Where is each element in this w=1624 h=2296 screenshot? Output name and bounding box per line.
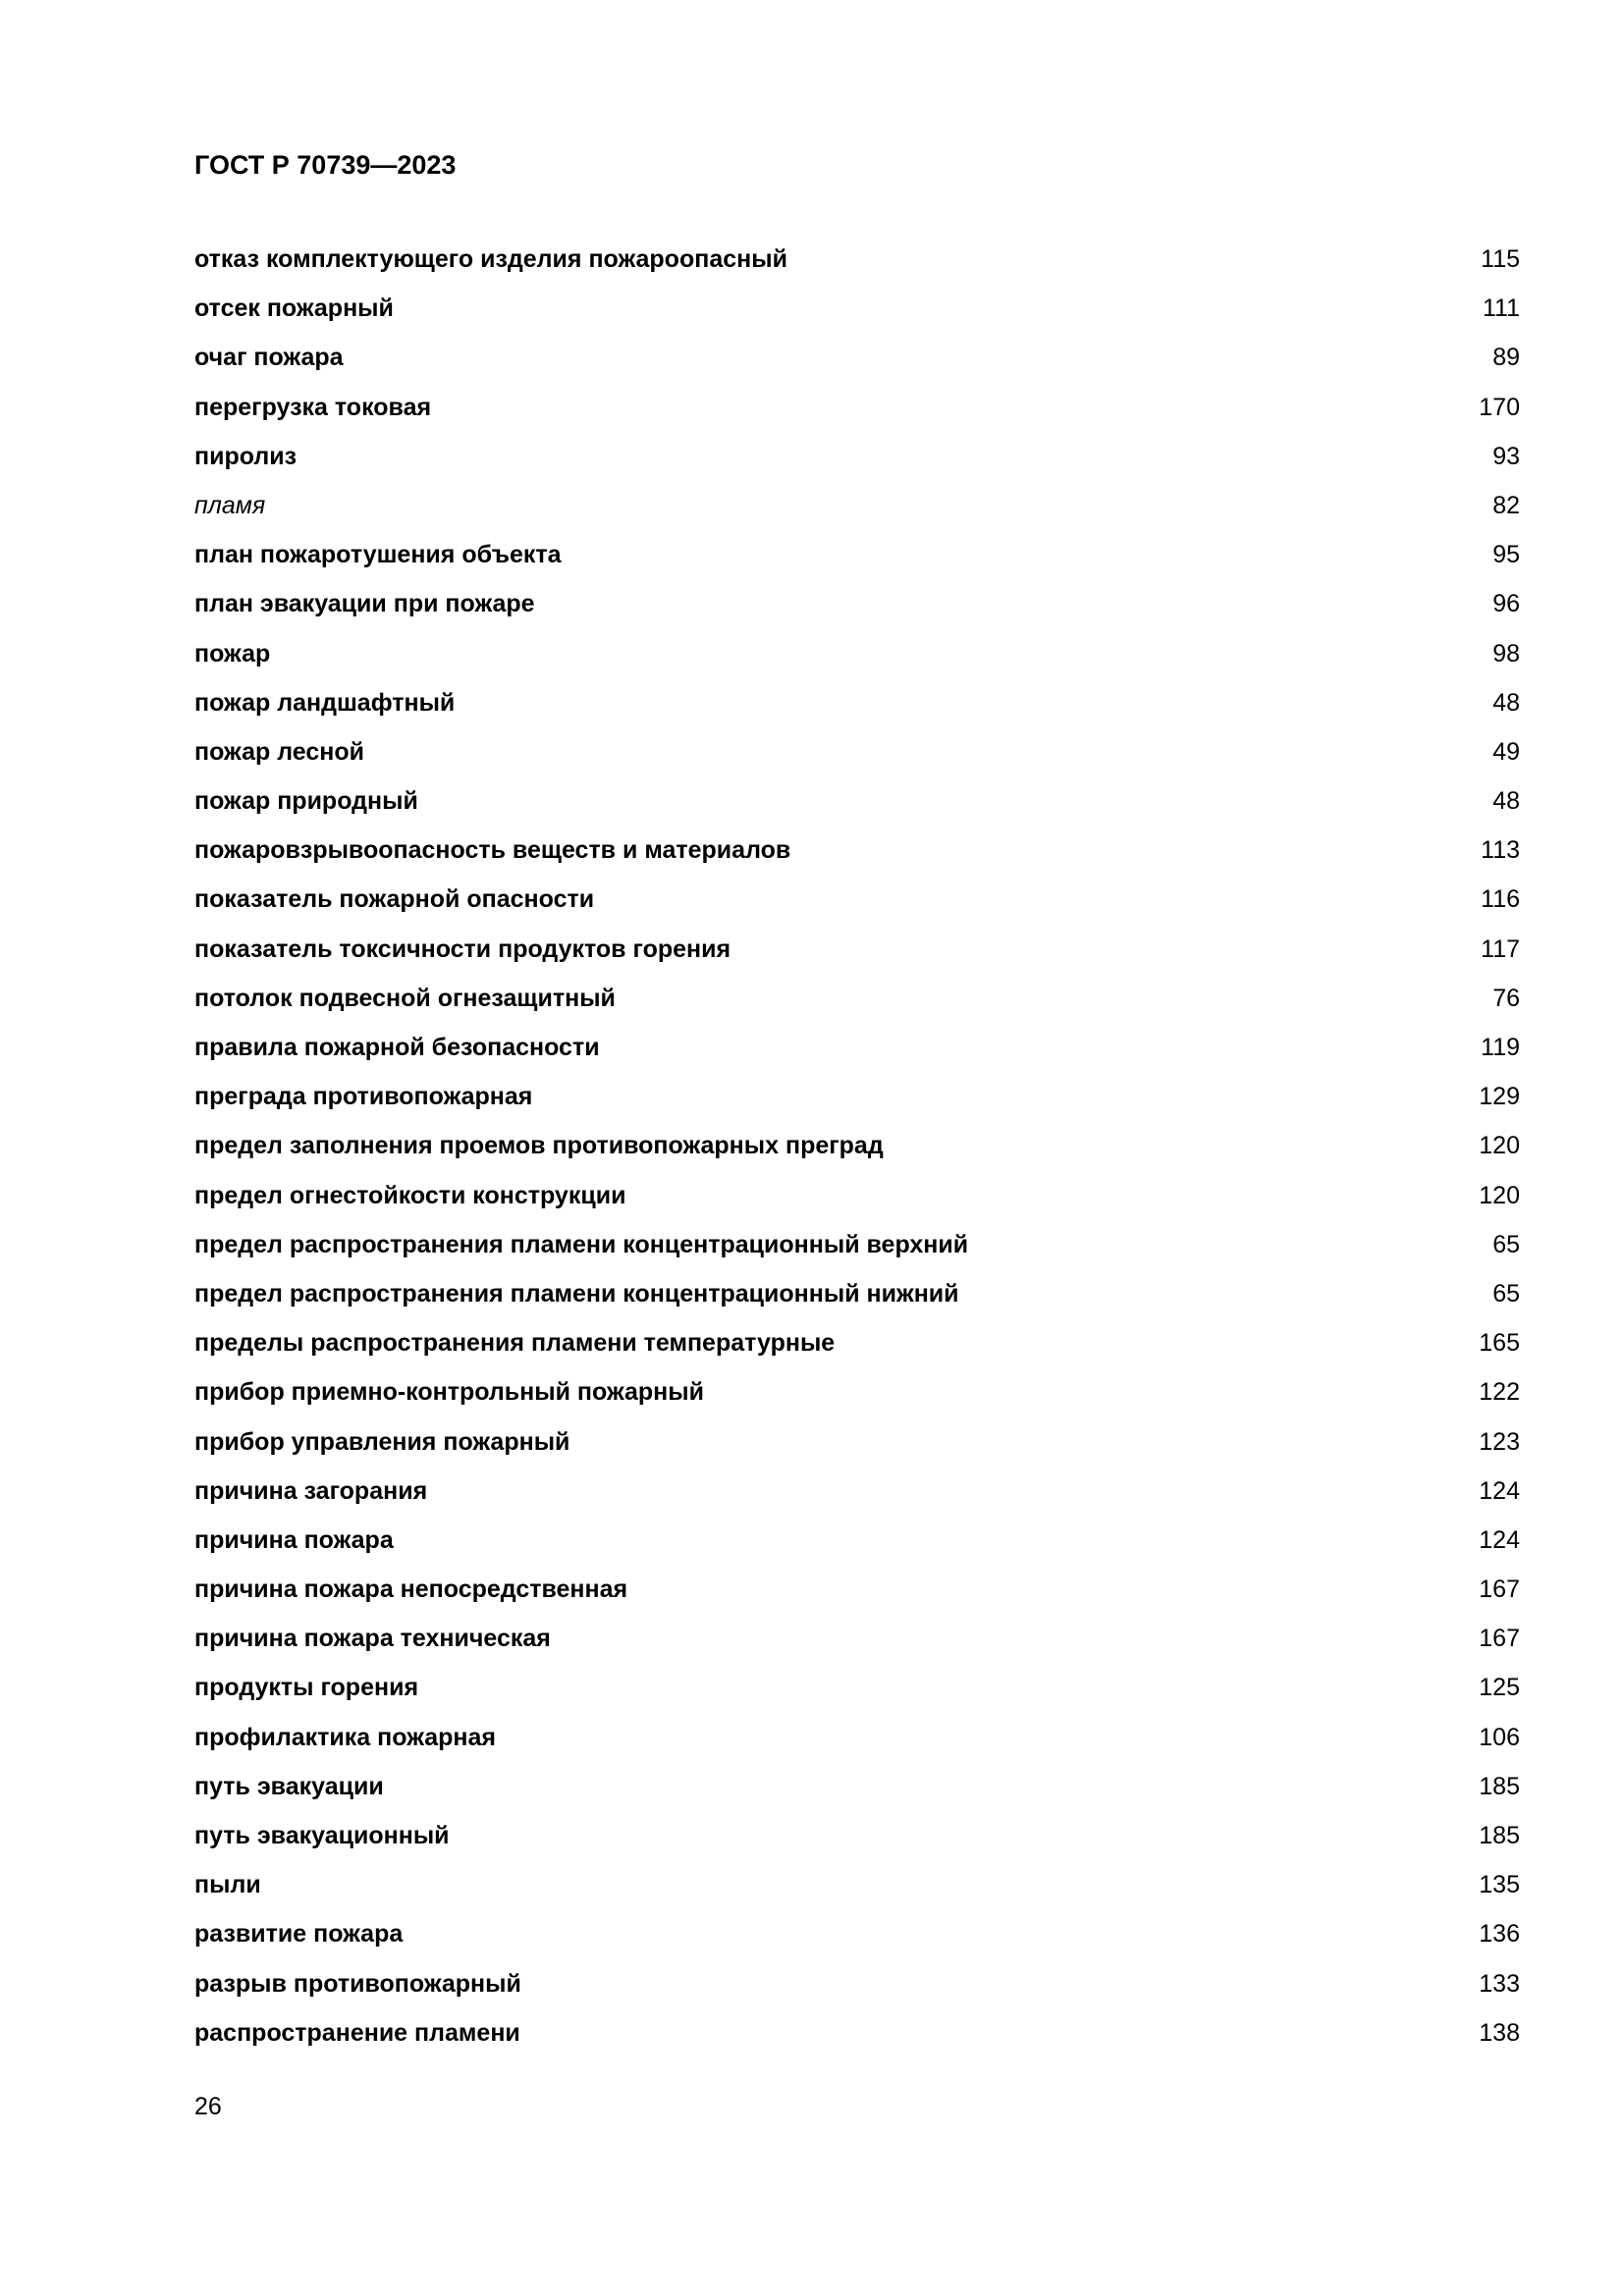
index-entry — [194, 486, 1520, 535]
index-page-ref: 113 — [1481, 836, 1520, 865]
index-entry — [194, 1471, 1520, 1521]
index-term: план эвакуации при пожаре — [194, 590, 535, 618]
index-page-ref: 135 — [1479, 1871, 1520, 1899]
index-term: причина пожара непосредственная — [194, 1575, 628, 1604]
index-term: развитие пожара — [194, 1920, 404, 1949]
index-page-ref: 123 — [1479, 1427, 1520, 1456]
index-page-ref: 48 — [1492, 787, 1520, 816]
index-term: путь эвакуационный — [194, 1822, 450, 1849]
index-page-ref: 96 — [1492, 590, 1520, 618]
page-number: 26 — [194, 2093, 222, 2120]
index-page-ref: 115 — [1481, 245, 1520, 273]
index-term: пожар ландшафтный — [194, 688, 456, 717]
index-entry — [194, 1964, 1520, 2013]
index-term: разрыв противопожарный — [194, 1969, 521, 1998]
alphabetical-index — [194, 240, 1520, 2062]
index-entry — [194, 781, 1520, 830]
index-entry — [194, 584, 1520, 633]
index-entry — [194, 1865, 1520, 1914]
index-entry — [194, 683, 1520, 732]
index-term: перегрузка токовая — [194, 393, 432, 421]
index-entry — [194, 830, 1520, 880]
index-term: прибор управления пожарный — [194, 1427, 570, 1456]
index-entry — [194, 979, 1520, 1028]
index-term: правила пожарной безопасности — [194, 1034, 600, 1061]
index-entry — [194, 535, 1520, 584]
index-term: пределы распространения пламени температурные — [194, 1329, 836, 1358]
index-term: отказ комплектующего изделия пожароопасный — [194, 245, 787, 273]
index-term: преграда противопожарная — [194, 1083, 533, 1111]
index-page-ref: 98 — [1492, 639, 1520, 667]
index-page-ref: 93 — [1492, 442, 1520, 470]
index-term: распространение пламени — [194, 2018, 520, 2047]
index-page-ref: 116 — [1481, 885, 1520, 914]
index-page-ref: 120 — [1479, 1181, 1520, 1209]
index-page-ref: 111 — [1482, 294, 1520, 323]
index-page-ref: 65 — [1492, 1279, 1520, 1308]
index-entry — [194, 1372, 1520, 1421]
index-entry — [194, 1077, 1520, 1126]
index-page-ref: 124 — [1479, 1476, 1520, 1505]
index-page-ref: 48 — [1492, 688, 1520, 717]
index-entry — [194, 1718, 1520, 1767]
index-term: прибор приемно-контрольный пожарный — [194, 1378, 704, 1407]
index-term: пламя — [194, 491, 266, 519]
index-page-ref: 117 — [1481, 934, 1520, 963]
index-term: предел распространения пламени концентрационный верхний — [194, 1230, 969, 1258]
document-header: ГОСТ Р 70739—2023 — [194, 150, 457, 180]
index-page-ref: 125 — [1479, 1674, 1520, 1702]
index-entry — [194, 732, 1520, 781]
index-term: профилактика пожарная — [194, 1723, 496, 1751]
index-entry — [194, 1028, 1520, 1077]
index-term: предел огнестойкости конструкции — [194, 1181, 626, 1209]
index-term: показатель токсичности продуктов горения — [194, 934, 731, 963]
index-entry — [194, 240, 1520, 289]
index-term: план пожаротушения объекта — [194, 541, 562, 569]
index-term: причина загорания — [194, 1476, 428, 1505]
index-entry — [194, 289, 1520, 338]
index-term: предел заполнения проемов противопожарных преград — [194, 1132, 884, 1160]
index-term: пожар лесной — [194, 737, 364, 766]
index-entry — [194, 1816, 1520, 1865]
index-page-ref: 95 — [1492, 541, 1520, 569]
index-term: показатель пожарной опасности — [194, 885, 595, 914]
index-entry — [194, 1323, 1520, 1372]
index-term: причина пожара — [194, 1525, 394, 1554]
index-entry — [194, 634, 1520, 683]
index-page-ref: 167 — [1479, 1625, 1520, 1653]
index-page-ref: 136 — [1479, 1920, 1520, 1949]
index-term: пожар природный — [194, 787, 418, 816]
index-entry — [194, 2013, 1520, 2062]
index-entry — [194, 1619, 1520, 1668]
index-term: продукты горения — [194, 1674, 419, 1702]
index-entry — [194, 1914, 1520, 1963]
index-page-ref: 120 — [1479, 1132, 1520, 1160]
index-page-ref: 106 — [1479, 1723, 1520, 1751]
index-term: пожаровзрывоопасность веществ и материалов — [194, 836, 791, 865]
index-term: пожар — [194, 639, 271, 667]
index-entry — [194, 1521, 1520, 1570]
index-page-ref: 167 — [1479, 1575, 1520, 1604]
index-entry — [194, 930, 1520, 979]
index-entry — [194, 388, 1520, 437]
index-term: потолок подвесной огнезащитный — [194, 984, 616, 1012]
index-entry — [194, 1767, 1520, 1816]
index-page-ref: 138 — [1479, 2018, 1520, 2047]
index-page-ref: 49 — [1492, 737, 1520, 766]
index-page-ref: 89 — [1492, 344, 1520, 372]
index-page-ref: 124 — [1479, 1525, 1520, 1554]
index-entry — [194, 1668, 1520, 1717]
index-page-ref: 119 — [1481, 1034, 1520, 1061]
index-page-ref: 170 — [1479, 393, 1520, 421]
index-entry — [194, 1225, 1520, 1274]
index-entry — [194, 338, 1520, 387]
index-page-ref: 185 — [1479, 1772, 1520, 1800]
index-term: причина пожара техническая — [194, 1625, 551, 1653]
index-term: путь эвакуации — [194, 1772, 384, 1800]
index-entry — [194, 880, 1520, 929]
index-term: очаг пожара — [194, 344, 344, 372]
index-term: пиролиз — [194, 442, 298, 470]
index-term: пыли — [194, 1871, 261, 1899]
index-page-ref: 185 — [1479, 1822, 1520, 1849]
index-page-ref: 133 — [1479, 1969, 1520, 1998]
index-entry — [194, 1176, 1520, 1225]
index-page-ref: 82 — [1492, 491, 1520, 519]
index-page-ref: 65 — [1492, 1230, 1520, 1258]
index-entry — [194, 437, 1520, 486]
index-page-ref: 122 — [1479, 1378, 1520, 1407]
index-page-ref: 76 — [1492, 984, 1520, 1012]
index-entry — [194, 1570, 1520, 1619]
index-entry — [194, 1274, 1520, 1323]
index-term: предел распространения пламени концентрационный нижний — [194, 1279, 959, 1308]
index-term: отсек пожарный — [194, 294, 394, 323]
index-entry — [194, 1422, 1520, 1471]
index-page-ref: 129 — [1479, 1083, 1520, 1111]
index-entry — [194, 1126, 1520, 1175]
index-page-ref: 165 — [1479, 1329, 1520, 1358]
